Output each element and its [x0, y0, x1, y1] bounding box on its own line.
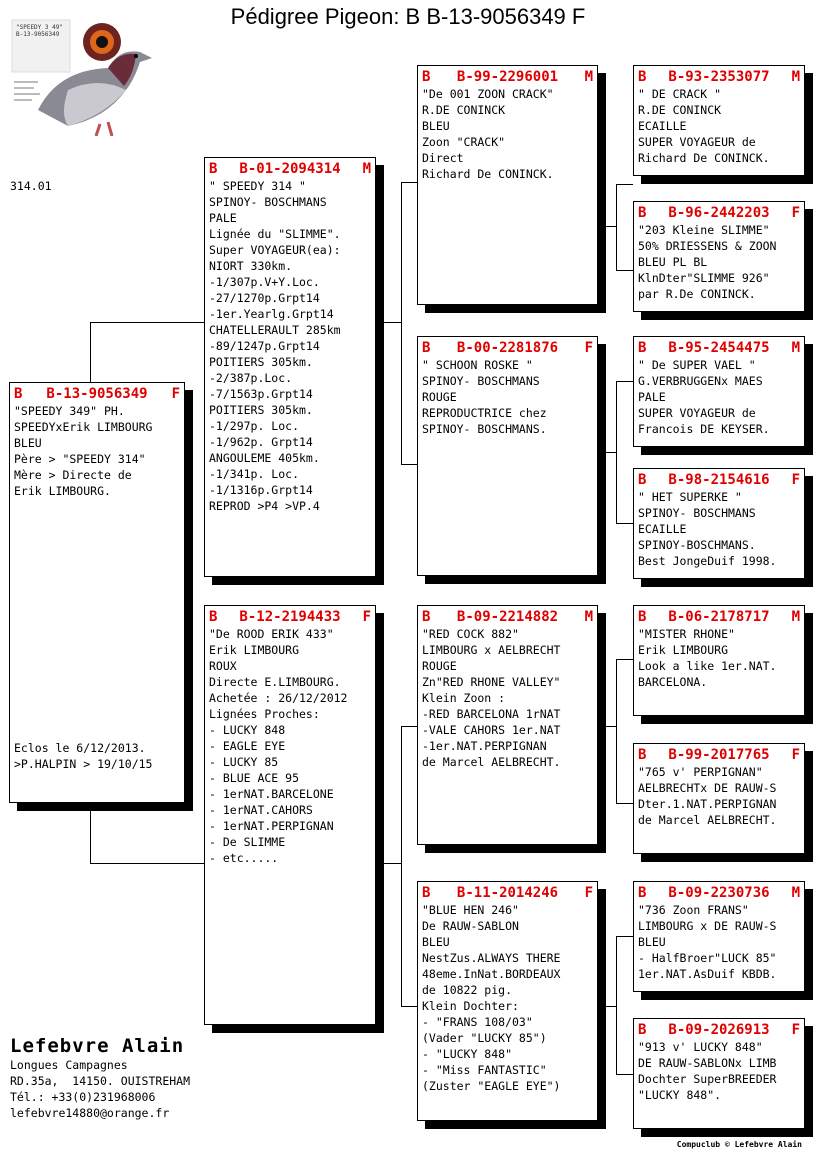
sex-code: F — [791, 205, 800, 221]
card-line: Klein Zoon : — [422, 691, 506, 705]
sex-code: M — [791, 885, 800, 901]
card-line: -VALE CAHORS 1er.NAT — [422, 723, 561, 737]
card-line: SPINOY-BOSCHMANS. — [638, 538, 756, 552]
connector — [616, 270, 633, 271]
connector — [401, 726, 402, 1006]
connector — [616, 936, 617, 1074]
card-header — [14, 385, 180, 403]
card-line: Zn"RED RHONE VALLEY" — [422, 675, 561, 689]
card-line: Klein Dochter: — [422, 999, 519, 1013]
card-line: NestZus.ALWAYS THERE — [422, 951, 561, 965]
sex-code: M — [791, 340, 800, 356]
card-line: Super VOYAGEUR(ea): — [209, 243, 341, 257]
card-line: "SPEEDY 349" PH. — [14, 404, 125, 418]
ring-number: B-00-2281876 — [456, 340, 559, 356]
sex-code: F — [584, 885, 593, 901]
connector — [401, 182, 417, 183]
connector — [598, 452, 616, 453]
card-line: ECAILLE — [638, 522, 687, 536]
pigeon-photo — [8, 18, 158, 136]
sire-sire-card — [417, 65, 598, 305]
card-header — [638, 204, 800, 222]
card-line: "736 Zoon FRANS" — [638, 903, 749, 917]
ring-number: B-95-2454475 — [668, 340, 770, 356]
card-line: Direct — [422, 151, 464, 165]
card-line: " De SUPER VAEL " — [638, 358, 756, 372]
sex-code: F — [584, 340, 593, 356]
card-line: -1/962p. Grpt14 — [209, 435, 313, 449]
card-line: Dter.1.NAT.PERPIGNAN — [638, 797, 777, 811]
card-header — [638, 1021, 800, 1039]
card-header — [638, 471, 800, 489]
card-line: - 1erNAT.PERPIGNAN — [209, 819, 334, 833]
card-line: KlnDter"SLIMME 926" — [638, 271, 770, 285]
card-header — [638, 884, 800, 902]
country-code: B — [638, 609, 647, 625]
connector — [616, 936, 633, 937]
card-line: "LUCKY 848". — [638, 1088, 722, 1102]
card-header — [209, 608, 371, 626]
country-code: B — [638, 747, 647, 763]
card-line: REPRODUCTRICE chez — [422, 406, 547, 420]
connector — [90, 803, 91, 863]
breeder-phone: Tél.: +33(0)231968006 — [10, 1090, 156, 1104]
card-line: " SCHOON ROSKE " — [422, 358, 533, 372]
card-header — [422, 884, 593, 902]
page-title: Pédigree Pigeon: B B-13-9056349 F — [230, 4, 586, 29]
sex-code: M — [584, 69, 593, 85]
sire-dam-sire-card — [633, 336, 805, 447]
card-line: LIMBOURG x DE RAUW-S — [638, 919, 777, 933]
card-line: SPINOY- BOSCHMANS — [422, 374, 540, 388]
card-line: R.DE CONINCK — [422, 103, 506, 117]
card-line: POITIERS 305km. — [209, 355, 313, 369]
card-line: -1er.NAT.PERPIGNAN — [422, 739, 547, 753]
card-line: SPINOY- BOSCHMANS — [209, 195, 327, 209]
country-code: B — [422, 885, 431, 901]
card-line: - LUCKY 85 — [209, 755, 279, 769]
card-line: -RED BARCELONA 1rNAT — [422, 707, 561, 721]
card-line: " HET SUPERKE " — [638, 490, 742, 504]
dam-dam-card — [417, 881, 598, 1121]
breeder-address-line: RD.35a, 14150. OUISTREHAM — [10, 1074, 191, 1088]
card-line: 50% DRIESSENS & ZOON — [638, 239, 777, 253]
card-line: BLEU — [638, 935, 666, 949]
breeder-address-line: Longues Campagnes — [10, 1058, 128, 1072]
card-line: SUPER VOYAGEUR de — [638, 135, 756, 149]
connector — [616, 381, 633, 382]
connector — [616, 184, 617, 270]
card-line: ROUGE — [422, 659, 457, 673]
card-line: BLEU — [422, 119, 450, 133]
card-line: -1/297p. Loc. — [209, 419, 300, 433]
ring-number: B-93-2353077 — [668, 69, 770, 85]
connector — [616, 659, 617, 803]
connector — [376, 322, 401, 323]
country-code: B — [638, 472, 647, 488]
card-line: Erik LIMBOURG. — [14, 484, 111, 498]
country-code: B — [209, 161, 218, 177]
dam-sire-sire-card — [633, 605, 805, 716]
country-code: B — [638, 205, 647, 221]
country-code: B — [422, 609, 431, 625]
card-line: ROUX — [209, 659, 237, 673]
card-line: "RED COCK 882" — [422, 627, 519, 641]
card-line: POITIERS 305km. — [209, 403, 313, 417]
card-line: Richard De CONINCK. — [422, 167, 554, 181]
card-line: Père > "SPEEDY 314" — [14, 452, 146, 466]
ring-number: B-11-2014246 — [456, 885, 559, 901]
card-line: Francois DE KEYSER. — [638, 422, 770, 436]
ring-number: B-09-2230736 — [668, 885, 770, 901]
card-line: - EAGLE EYE — [209, 739, 286, 753]
card-line: Erik LIMBOURG — [209, 643, 300, 657]
card-line: BARCELONA. — [638, 675, 708, 689]
ring-number: B-98-2154616 — [668, 472, 770, 488]
ring-number: B-09-2026913 — [668, 1022, 770, 1038]
copyright: Compuclub © Lefebvre Alain — [676, 1140, 802, 1149]
card-line: ROUGE — [422, 390, 457, 404]
card-line: de 10822 pig. — [422, 983, 513, 997]
card-line: BLEU — [422, 935, 450, 949]
country-code: B — [638, 1022, 647, 1038]
country-code: B — [422, 340, 431, 356]
connector — [616, 184, 633, 185]
country-code: B — [422, 69, 431, 85]
sex-code: F — [362, 609, 371, 625]
card-line: -1/341p. Loc. — [209, 467, 300, 481]
card-line: "765 v' PERPIGNAN" — [638, 765, 763, 779]
card-line: R.DE CONINCK — [638, 103, 722, 117]
sire-sire-sire-card — [633, 65, 805, 176]
loft-info — [10, 1035, 190, 1121]
card-line: (Zuster "EAGLE EYE") — [422, 1079, 561, 1093]
card-line: Lignées Proches: — [209, 707, 320, 721]
card-line: Erik LIMBOURG — [638, 643, 729, 657]
dam-dam-dam-card — [633, 1018, 805, 1129]
connector — [90, 863, 204, 864]
card-line: Dochter SuperBREEDER — [638, 1072, 777, 1086]
card-line: Look a like 1er.NAT. — [638, 659, 777, 673]
card-line: "913 v' LUCKY 848" — [638, 1040, 763, 1054]
ring-number: B-96-2442203 — [668, 205, 770, 221]
card-line: Mère > Directe de — [14, 468, 132, 482]
sex-code: M — [791, 69, 800, 85]
card-header — [209, 160, 371, 178]
card-line: NIORT 330km. — [209, 259, 293, 273]
card-header — [638, 68, 800, 86]
card-line: Zoon "CRACK" — [422, 135, 506, 149]
dam-sire-card — [417, 605, 598, 845]
connector — [401, 464, 417, 465]
card-line: de Marcel AELBRECHT. — [422, 755, 561, 769]
connector — [598, 726, 616, 727]
card-line: - De SLIMME — [209, 835, 286, 849]
card-line: - etc..... — [209, 851, 279, 865]
card-line: - HalfBroer"LUCK 85" — [638, 951, 777, 965]
sex-code: F — [791, 747, 800, 763]
card-line: "203 Kleine SLIMME" — [638, 223, 770, 237]
card-line: -1er.Yearlg.Grpt14 — [209, 307, 334, 321]
ring-number: B-99-2296001 — [456, 69, 559, 85]
ring-number: B-01-2094314 — [239, 161, 341, 177]
card-line: Richard De CONINCK. — [638, 151, 770, 165]
sire-card — [204, 157, 376, 577]
card-line: - "FRANS 108/03" — [422, 1015, 533, 1029]
card-line: SPINOY- BOSCHMANS. — [422, 422, 547, 436]
owner-note: >P.HALPIN > 19/10/15 — [14, 757, 153, 771]
sex-code: F — [791, 1022, 800, 1038]
card-line: SUPER VOYAGEUR de — [638, 406, 756, 420]
card-header — [638, 339, 800, 357]
card-line: Achetée : 26/12/2012 — [209, 691, 348, 705]
card-line: (Vader "LUCKY 85") — [422, 1031, 547, 1045]
card-line: "De ROOD ERIK 433" — [209, 627, 334, 641]
connector — [401, 726, 417, 727]
card-line: AELBRECHTx DE RAUW-S — [638, 781, 777, 795]
ring-number: B-12-2194433 — [239, 609, 341, 625]
sex-code: M — [362, 161, 371, 177]
card-line: -1/307p.V+Y.Loc. — [209, 275, 320, 289]
country-code: B — [14, 386, 23, 402]
country-code: B — [638, 340, 647, 356]
dam-dam-sire-card — [633, 881, 805, 992]
pedigree-code: 314.01 — [10, 179, 52, 193]
card-line: ECAILLE — [638, 119, 687, 133]
connector — [616, 803, 633, 804]
sex-code: F — [171, 386, 180, 402]
connector — [401, 1006, 417, 1007]
card-line: De RAUW-SABLON — [422, 919, 519, 933]
card-line: ANGOULEME 405km. — [209, 451, 320, 465]
card-line: - "Miss FANTASTIC" — [422, 1063, 547, 1077]
card-line: Lignée du "SLIMME". — [209, 227, 341, 241]
card-header — [422, 608, 593, 626]
connector — [616, 659, 633, 660]
card-line: - "LUCKY 848" — [422, 1047, 513, 1061]
card-line: "BLUE HEN 246" — [422, 903, 519, 917]
card-line: PALE — [209, 211, 237, 225]
dam-card — [204, 605, 376, 1025]
card-line: Best JongeDuif 1998. — [638, 554, 777, 568]
sex-code: F — [791, 472, 800, 488]
card-line: LIMBOURG x AELBRECHT — [422, 643, 561, 657]
country-code: B — [638, 885, 647, 901]
card-line: "MISTER RHONE" — [638, 627, 735, 641]
connector — [598, 1006, 616, 1007]
card-line: -89/1247p.Grpt14 — [209, 339, 320, 353]
card-header — [422, 68, 593, 86]
hatch-date: Eclos le 6/12/2013. — [14, 741, 146, 755]
sire-sire-dam-card — [633, 201, 805, 312]
connector — [598, 226, 616, 227]
ring-number: B-09-2214882 — [456, 609, 559, 625]
card-line: "De 001 ZOON CRACK" — [422, 87, 554, 101]
card-line: PALE — [638, 390, 666, 404]
country-code: B — [209, 609, 218, 625]
connector — [616, 381, 617, 523]
sex-code: M — [791, 609, 800, 625]
card-line: Directe E.LIMBOURG. — [209, 675, 341, 689]
card-header — [638, 608, 800, 626]
breeder-email[interactable]: lefebvre14880@orange.fr — [10, 1106, 170, 1120]
card-header — [422, 339, 593, 357]
card-line: BLEU — [14, 436, 42, 450]
card-line: 48eme.InNat.BORDEAUX — [422, 967, 561, 981]
card-line: par R.De CONINCK. — [638, 287, 756, 301]
card-line: REPROD >P4 >VP.4 — [209, 499, 320, 513]
card-line: " DE CRACK " — [638, 87, 722, 101]
sire-dam-dam-card — [633, 468, 805, 579]
card-line: - BLUE ACE 95 — [209, 771, 300, 785]
card-line: BLEU PL BL — [638, 255, 708, 269]
card-line: SPEEDYxErik LIMBOURG — [14, 420, 153, 434]
dam-sire-dam-card — [633, 743, 805, 854]
sire-dam-card — [417, 336, 598, 576]
ring-number: B-99-2017765 — [668, 747, 770, 763]
card-line: - LUCKY 848 — [209, 723, 286, 737]
card-line: G.VERBRUGGENx MAES — [638, 374, 763, 388]
breeder-name: Lefebvre Alain — [10, 1035, 185, 1057]
connector — [90, 322, 204, 323]
card-line: - 1erNAT.CAHORS — [209, 803, 313, 817]
connector — [90, 322, 91, 382]
card-line: -2/387p.Loc. — [209, 371, 293, 385]
photo-caption-ring: B-13-9056349 — [16, 31, 60, 38]
connector — [401, 182, 402, 464]
card-line: CHATELLERAULT 285km — [209, 323, 341, 337]
sex-code: M — [584, 609, 593, 625]
connector — [376, 863, 401, 864]
card-line: 1er.NAT.AsDuif KBDB. — [638, 967, 777, 981]
card-header — [638, 746, 800, 764]
ring-number: B-06-2178717 — [668, 609, 770, 625]
card-line: -27/1270p.Grpt14 — [209, 291, 320, 305]
hatch-date-note — [14, 740, 152, 772]
card-line: SPINOY- BOSCHMANS — [638, 506, 756, 520]
ring-number: B-13-9056349 — [46, 386, 148, 402]
card-line: - 1erNAT.BARCELONE — [209, 787, 334, 801]
connector — [616, 1074, 633, 1075]
card-line: -7/1563p.Grpt14 — [209, 387, 313, 401]
card-line: -1/1316p.Grpt14 — [209, 483, 313, 497]
card-line: " SPEEDY 314 " — [209, 179, 306, 193]
photo-caption-name: "SPEEDY 3 49" — [16, 24, 63, 31]
connector — [616, 523, 633, 524]
country-code: B — [638, 69, 647, 85]
card-line: de Marcel AELBRECHT. — [638, 813, 777, 827]
card-line: DE RAUW-SABLONx LIMB — [638, 1056, 777, 1070]
